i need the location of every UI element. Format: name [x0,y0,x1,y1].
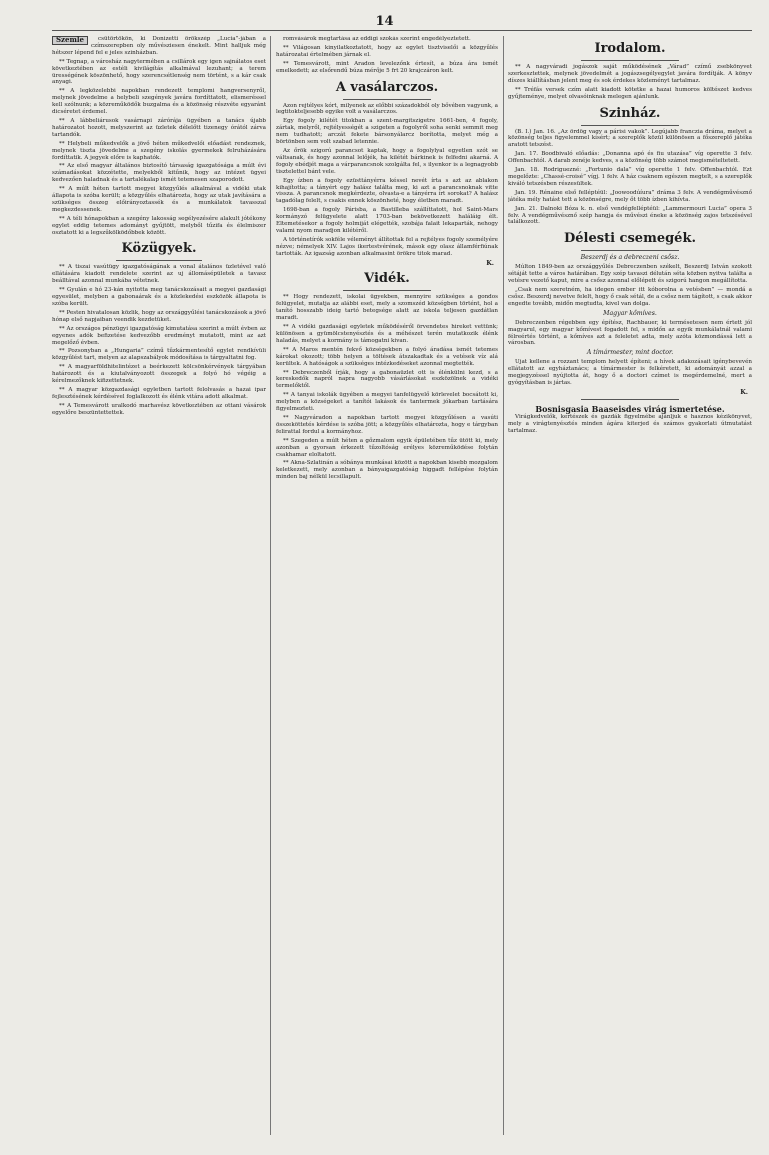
news-paragraph: ** A Maros mentén fekvő községekben a folyó áradása ismét tetemes károkat okozott; több helyen a töltések átszakadtak és a vetések víz alá kerültek. A hatóságok a szükséges intézkedéseket azonnal megtették. [276,346,498,367]
article-paragraph: Egy fogoly kilétét titokban a szent-margitszigetre 1661-ben, 4 fogoly, zártak, melyről, rejtélyességét a szigeten a fogolyről soha senki semmit meg nem tudhatott; arczát fekete bársonyálarcz borította, melyet még a börtönben sem volt szabad letennie. [276,118,498,146]
advert-text: Virágkedvelők, kertészek és gazdák figyelmébe ajánljuk e hasznos kézikönyvet, mely a virágtenyésztés minden ágára kiterjed és számos gyakorlati útmutatást tartalmaz. [508,413,752,434]
news-paragraph: ** A magyar közgazdasági egyletben tartott felolvasás a hazai ipar fejlesztésének kérdésével foglalkozott és élénk vitára adott alkalmat. [52,386,266,400]
anecdote-paragraph: Múlton 1849-ben az országgyűlés Debreczenben székelt, Beszerdj István szokott sétáját tette a város határában. Egy szép tavaszi délután séta közben nyitva találta a vetésre vezető kaput, mire a csősz azonnal előlépett és szigorú hangon megállította. [508,264,752,285]
anecdote-paragraph: Ujat kellene a rozzant templom helyett építeni; a hívek adakozásait igénybevevén ellátatott az egyháztanács; a tímármester is felkéretett, ki adományát azzal a megjegyzéssel nyújtotta át, hogy ő a doctori czímet is megérdemelné, mert a gyógyításban is jártas. [508,359,752,387]
section-divider [581,125,679,126]
theatre-entry: Jan. 21. Dalnoki Bóza k. n. első vendégfelléptéül: „Lammermouri Lucia” opera 3 felv. A vendégművésznő szép hangja és művészi éneke a közönség zajos tetszésével találkozott. [508,205,752,226]
anecdote-paragraph: „Csak nem szeretném, ha idegen ember itt kóborolna a vetésben” — mondá a csősz. Beszerdj nevetve felelt, hogy ő csak sétál, de a csősz nem tágított, s csak akkor engedte tovább, midőn megtudta, kivel van dolga. [508,287,752,307]
news-paragraph: ** Tegnap, a városház nagytermében a csillárok egy igen sajnálatos eset következtében az estéli kivilágítás alkalmával lezuhant; a terem ürességének köszönhető, hogy szerencsétlenség nem történt, s a kár csak anyagi. [52,58,266,86]
section-title-szinhaz: Szinház. [599,105,661,121]
section-title-videk: Vidék. [364,271,410,287]
news-paragraph: ** Gyulán e hó 23-kán nyitotta meg tanácskozásait a megyei gazdasági egyesület, melyben a gabonaárak és a közlekedési eszközök állapota is szóba került. [52,287,266,307]
anecdote-subtitle: A tímármester, mint doctor. [586,349,674,357]
section-divider [581,250,679,251]
section-title-delesti-csemegek: Délesti csemegék. [564,231,696,247]
news-paragraph: ** Szegeden a múlt héten a gőzmalom egyik épületében tűz ütött ki, mely azonban a gyorsan érkezett tűzoltóság erélyes közreműködése folytán csakhamar eloltatott. [276,437,498,458]
advert-title: Bosnisgasia Baaseisdes virág ismertetése. [535,403,725,414]
news-paragraph: ** Világosan kinyilatkoztatott, hogy az egylet tisztviselői a közgyűlés határozatai értelmében járnak el. [276,44,498,58]
news-paragraph: ** A magyarföldhitelintézet a beérkezett kölcsönkérvények tárgyában határozott és a kiutalványozott összegek a folyó hó végéig a kérelmezőknek kifizettetnek. [52,364,266,385]
top-rule [52,30,752,31]
section-divider [581,60,679,61]
news-paragraph: ** Akna-Szlatinán a sóbánya munkásai között a napokban kisebb mozgalom keletkezett, mely azonban a bányaigazgatóság higgadt fellépése folytán minden baj nélkül lecsillapult. [276,460,498,481]
column-right [508,36,752,1135]
section-title-irodalom: Irodalom. [594,41,666,56]
news-paragraph: ** A nagyváradi jogászok saját működésének „Várad” czímű zsebkönyvet szerkesztettek, melynek jövedelmét a jogászsegélyegylet javára fordítják. A könyv díszes kiállításban jelent meg és sok érdekes közleményt tartalmaz. [508,64,752,84]
news-paragraph: ** Nagyváradon a napokban tartott megyei közgyűlésen a vasúti összeköttetés kérdése is szóba jött; a közgyűlés elhatározta, hogy e tárgyban felirattal fordul a kormányhoz. [276,414,498,435]
section-divider [343,290,432,291]
anecdote-subtitle: Beszerdj és a debreczeni csősz. [580,254,680,262]
news-paragraph: ** Debreczenből írják, hogy a gabonaüzlet ott is élénkülni kezd, s a kereskedők napról napra nagyobb vásárlásokat eszközölnek a vidéki termelőktől. [276,369,498,390]
anecdote-subtitle: Magyar kőmíves. [603,309,657,317]
news-paragraph: ** A Temesvárott uralkodó marhavész következtében az ottani vásárok egyelőre beszüntettettek. [52,402,266,416]
news-paragraph: ** A téli hónapokban a szegény lakosság segélyezésére alakult jótékony egylet eddig tetemes adományt gyűjtött, melyből tűzifa és élelmiszer osztatott ki a legszűkölködőbbek között. [52,215,266,236]
section-divider [581,399,679,400]
news-paragraph: csütörtökön, ki Donizetti örökszép „Lucia”-jában a czímszerepben oly művésziesen énekelt. Mint halljuk még hétszer lépend fel e jeles szinházban. [52,36,266,56]
news-paragraph: ** A múlt héten tartott megyei közgyűlés alkalmával a vidéki utak állapota is szóba került; a közgyűlés elhatározta, hogy az utak javítására a szükséges összeg előirányoztassék és a munkálatok tavasszal megkezdessenek. [52,186,266,213]
column-divider [503,36,504,1135]
news-paragraph: ** A legközelebbi napokban rendezett templomi hangversenyről, melynek jövedelme a helybeli szegények javára fordíttatott, elismeréssel kell szólnunk; a közreműködők buzgalma és a közönség részvéte egyaránt dicséretet érdemel. [52,88,266,116]
theatre-entry: (B. I.) Jan. 16. „Az ördög vagy a párisi vakok”. Legújabb franczia dráma, melyet a közönség teljes figyelemmel kísért; a szereplők közül különösen a főszereplő játéka aratott tetszést. [508,128,752,149]
column-fade [276,1129,498,1135]
column-middle [276,36,498,1135]
article-paragraph: A történetírók sokféle véleményt állítottak fel a rejtélyes fogoly személyére nézve; némelyek XIV. Lajos ikertestvérének, mások egy olasz államférfiúnak tartották. Az igazság azonban alkalmasint örökre titok marad. [276,236,498,257]
section-title-kozugyek: Közügyek. [121,241,197,257]
article-paragraph: 1698-ban a fogoly Párisba, a Bastilleba szállíttatott, hol Saint-Mars kormányzó felügyelete alatt 1703-ban bekövetkezett haláláig élt. Eltemetésekor a fogoly holmiját elégették, szobája falait lekaparták, nehogy valami nyom maradjon kilétéről. [276,207,498,234]
theatre-entry: Jan. 17. Boodbivaló előadás: „Donanna apó és fiu utazása” víg operette 3 felv. Offenbachtól. A darab zenéje kedves, s a közönség több számot megismételtetett. [508,151,752,165]
news-paragraph: ** A vidéki gazdasági egyletek működéséről örvendetes hireket vettünk; különösen a gyümölcstenyésztés és a méhészet terén mutatkozik élénk haladás, melyet a kormány is támogatni kivan. [276,324,498,344]
news-paragraph: ** Az országos pénzügyi igazgatóság kimutatása szerint a múlt évben az egyenes adók befizetése kedvezőbb eredményt mutatott, mint az azt megelőző évben. [52,325,266,346]
news-paragraph: ** Az első magyar általános biztosító társaság igazgatósága a múlt évi számadásokat közzétette, melyekből kitűnik, hogy az intézet ügyei kedvezően haladnak és a tartalékalap ismét tetemesen szaporodott. [52,163,266,184]
news-paragraph: ** A lábbeliárusok vasárnapi zárórája ügyében a tanács újabb határozatot hozott, melyszerint az üzletek délelőtt tizenegy órától zárva tartandók. [52,117,266,138]
article-paragraph: Az őrök szigorú parancsot kaptak, hogy a fogolylyal egyetlen szót se váltsanak, és hogy azonnal lelőjék, ha kilétét bárkinek is felfedni akarná. A fogoly ebédjét maga a várparancsnok szolgálta fel, s ilyenkor is a legnagyobb tisztelettel bánt vele. [276,147,498,175]
article-signature: K. [486,258,494,267]
section-title-vasalarczos: A vasálarczos. [335,79,439,95]
article-paragraph: Egy ízben a fogoly ezüsttányérra késsel nevét írta s azt az ablakon kihajította; a tányért egy halász találta meg, ki azt a parancsnoknak vitte vissza. A parancsnok megkérdezte, olvasta-e a tányérra írt sorokat? A halász tagadólag felelt, s csakis ennek köszönheté, hogy életben maradt. [276,177,498,205]
column-divider [270,36,271,1135]
column-left [52,36,266,1135]
news-paragraph: ** Hogy rendezett, iskolai ügyekben, mennyire szükséges a gondos felügyelet, mutatja az alábbi eset, mely a szomszéd községben történt, hol a tanító hosszabb ideig tartó betegsége alatt az iskola teljesen gazdátlan maradt. [276,294,498,322]
news-paragraph: ** Tréfás versek czím alatt kiadott kötetke a hazai humoros költészet kedves gyűjteménye, melyet olvasóinknak melegen ajánlunk. [508,86,752,100]
news-paragraph: ** Pozsonyban a „Hungaria” czímű tűzkármentesítő egylet rendkívüli közgyűlést tart, melyen az alapszabályok módosítása is tárgyaltatni fog. [52,348,266,362]
news-paragraph: ** A tanyai iskolák ügyében a megyei tanfelügyelő körlevelet bocsátott ki, melyben a községeket a tanítói lakások és tantermek jókarban tartására figyelmezteti. [276,392,498,413]
theatre-entry: Jan. 18. Rodriguezné: „Fortunio dala” víg operette 1 felv. Offenbachtól. Ezt megelőzte: „Chassé-croisé” vígj. 1 felv. A ház csaknem egészen megtelt, s a szereplők kiváló tetszésben részesültek. [508,167,752,187]
column-fade [52,1129,266,1135]
news-paragraph: ** Temesvárott, mint Aradon levelezőnk értesít, a búza ára ismét emelkedett; az elsőrendű búza mérője 5 frt 20 krajczáron kelt. [276,60,498,74]
anecdote-paragraph: Debreczenben régebben egy építész, Rachbauer, ki termésetesen nem értett jól magyarul, egy magyar kőmívest fogadott fel, s midőn az egyik munkálatnál valami félreértés történt, a kőmíves azt a feleletet adta, mely azóta közmondássá lett a városban. [508,319,752,347]
page-number: 14 [375,14,394,29]
column-fade [508,1129,752,1135]
news-paragraph: romvásárok megtartása az eddigi szokás szerint engedélyeztetett. [283,36,471,42]
section-divider [343,99,432,100]
section-divider [116,260,202,261]
news-paragraph: ** Pesten hivatalosan közlik, hogy az országgyűlési tanácskozások a jövő hónap első napjaiban veendik kezdetüket. [52,309,266,323]
anecdote-signature: K. [740,388,748,396]
article-paragraph: Azon rejtélyes kórt, milyenek az előbbi századokból oly bővében vagyunk, a legtitokteljesebb egyike volt a vasálarczos. [276,102,498,116]
theatre-entry: Jan. 19. Rénaine első felléptéül: „Joowoodúíura” dráma 3 felv. A vendégművésznő játéka mély hatást tett a közönségre, mely őt több ízben kihívta. [508,189,752,203]
news-paragraph: ** Helybeli műkedvelők a jövő héten műkedvelői előadást rendeznek, melynek tiszta jövedelme a szegény iskolás gyermekek felruházására fordíttatik. A jegyek előre is kaphatók. [52,140,266,161]
masthead-fragment: Szemle [52,36,88,45]
news-paragraph: ** A tiszai vasútügy igazgatóságának a vonal átalános üzletével való ellátására kiadott rendelete szerint az uj állomásépületek a tavasz beálltával azonnal munkába vétetnek. [52,264,266,285]
